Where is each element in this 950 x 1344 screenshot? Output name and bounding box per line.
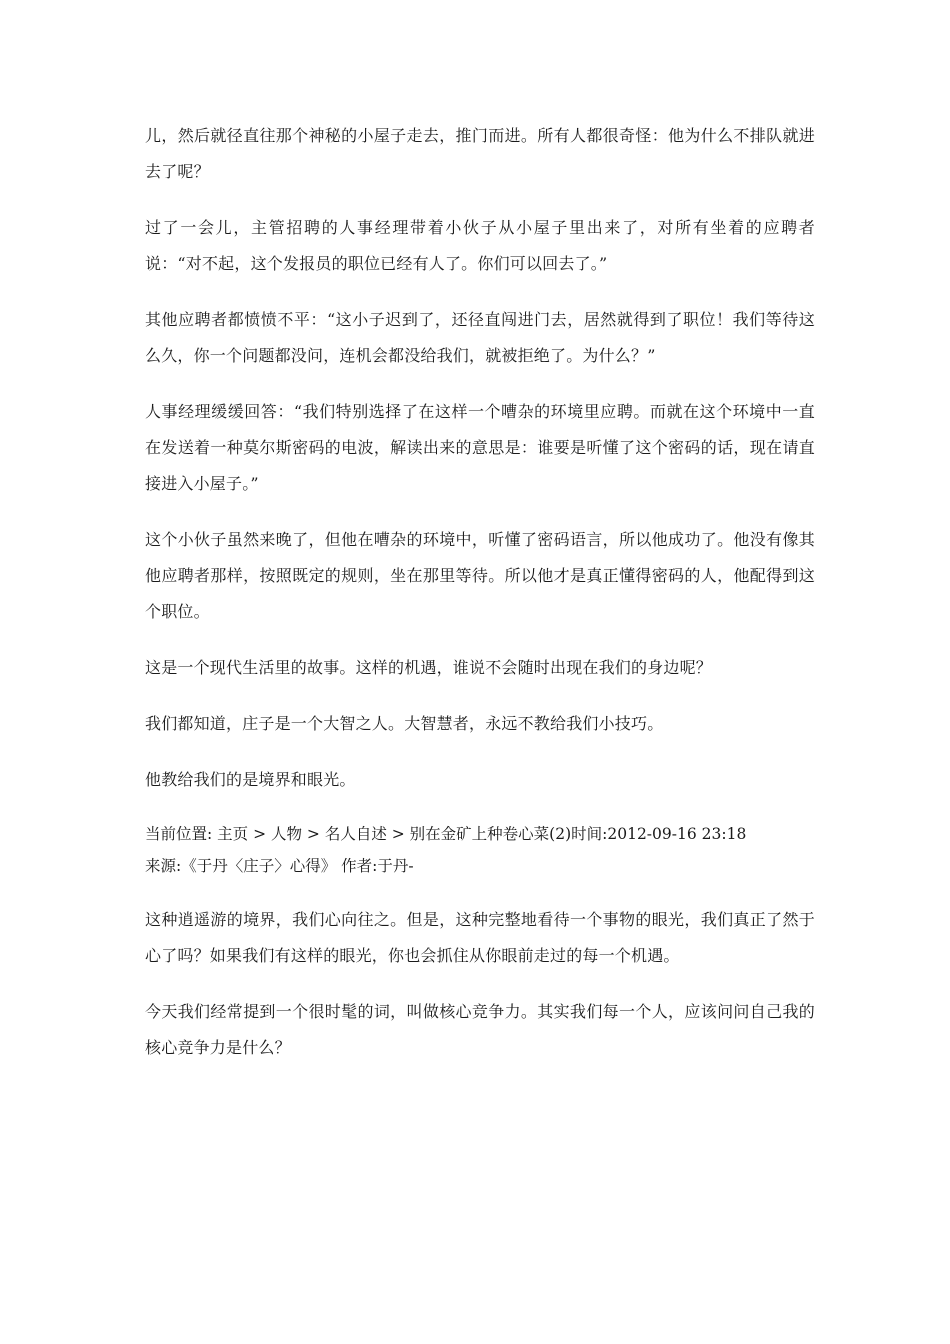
paragraph: 这个小伙子虽然来晚了，但他在嘈杂的环境中，听懂了密码语言，所以他成功了。他没有像其他应聘者那样，按照既定的规则，坐在那里等待。所以他才是真正懂得密码的人，他配得到这个职位。 <box>145 530 815 621</box>
paragraph: 他教给我们的是境界和眼光。 <box>145 770 356 789</box>
breadcrumb-line: 当前位置: 主页 > 人物 > 名人自述 > 别在金矿上种卷心菜(2)时间:2012-09-16 23:18 <box>145 825 747 843</box>
paragraph: 这种逍遥游的境界，我们心向往之。但是，这种完整地看待一个事物的眼光，我们真正了然于心了吗？如果我们有这样的眼光，你也会抓住从你眼前走过的每一个机遇。 <box>145 910 815 965</box>
article-body <box>145 118 815 1086</box>
paragraph: 儿，然后就径直往那个神秘的小屋子走去，推门而进。所有人都很奇怪：他为什么不排队就进去了呢？ <box>145 126 815 181</box>
paragraph: 其他应聘者都愤愤不平：“这小子迟到了，还径直闯进门去，居然就得到了职位！我们等待这么久，你一个问题都没问，连机会都没给我们，就被拒绝了。为什么？” <box>145 310 815 365</box>
article-meta <box>145 818 815 882</box>
paragraph: 今天我们经常提到一个很时髦的词，叫做核心竞争力。其实我们每一个人，应该问问自己我的核心竞争力是什么？ <box>145 1002 815 1057</box>
paragraph: 这是一个现代生活里的故事。这样的机遇，谁说不会随时出现在我们的身边呢？ <box>145 658 713 677</box>
source-line: 来源:《于丹〈庄子〉心得》 作者:于丹- <box>145 857 414 875</box>
paragraph: 我们都知道，庄子是一个大智之人。大智慧者，永远不教给我们小技巧。 <box>145 714 664 733</box>
paragraph: 人事经理缓缓回答：“我们特别选择了在这样一个嘈杂的环境里应聘。而就在这个环境中一直在发送着一种莫尔斯密码的电波，解读出来的意思是：谁要是听懂了这个密码的话，现在请直接进入小屋子。” <box>145 402 815 493</box>
paragraph: 过了一会儿，主管招聘的人事经理带着小伙子从小屋子里出来了，对所有坐着的应聘者说：“对不起，这个发报员的职位已经有人了。你们可以回去了。” <box>145 218 815 273</box>
